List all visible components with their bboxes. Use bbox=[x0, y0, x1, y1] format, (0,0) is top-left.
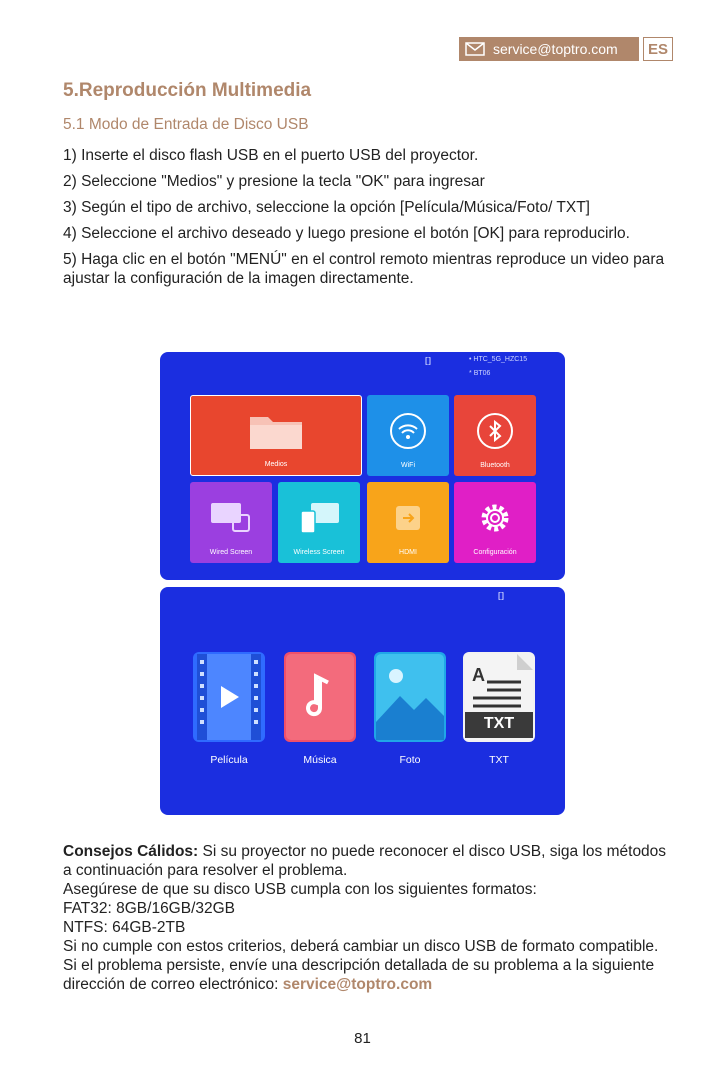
usb-status-icon bbox=[425, 357, 431, 367]
page-header bbox=[459, 37, 675, 61]
bt-status bbox=[469, 370, 490, 377]
tips-line-2: FAT32: 8GB/16GB/32GB bbox=[63, 900, 236, 917]
bt-device-name: BT06 bbox=[473, 370, 491, 377]
language-badge: ES bbox=[643, 37, 673, 61]
media-screen-image bbox=[160, 587, 565, 815]
bluetooth-icon bbox=[476, 412, 514, 450]
wired-screen-icon bbox=[209, 501, 253, 535]
tile-medios[interactable] bbox=[190, 395, 362, 476]
steps-list bbox=[63, 146, 673, 295]
tile-wired-screen[interactable] bbox=[190, 482, 272, 563]
tile-label: Configuración bbox=[473, 549, 517, 556]
home-screen-image bbox=[160, 352, 565, 580]
support-email-link[interactable]: service@toptro.com bbox=[282, 976, 433, 993]
step-1: 1) Inserte el disco flash USB en el puerto USB del proyector. bbox=[63, 147, 479, 164]
hdmi-icon bbox=[393, 503, 423, 533]
tips-intro-text: Si su proyector no puede reconocer el disco USB, siga los métodos a continuación para resolver el problema. bbox=[63, 843, 667, 879]
app-label: TXT bbox=[489, 754, 509, 766]
music-note-icon bbox=[284, 652, 356, 742]
tips-intro bbox=[63, 842, 675, 880]
page-number: 81 bbox=[354, 1030, 371, 1047]
tile-label: Wireless Screen bbox=[293, 549, 345, 556]
wifi-network-name: HTC_5G_HZC15 bbox=[473, 356, 528, 363]
section-title: 5.Reproducción Multimedia bbox=[63, 80, 312, 101]
app-label: Película bbox=[210, 754, 248, 766]
tips-line-3: NTFS: 64GB-2TB bbox=[63, 919, 186, 936]
tile-label: HDMI bbox=[399, 549, 417, 556]
tile-label: WiFi bbox=[401, 462, 415, 469]
step-4: 4) Seleccione el archivo deseado y luego presione el botón [OK] para reproducirlo. bbox=[63, 225, 630, 242]
app-label: Música bbox=[303, 754, 337, 766]
step-5: 5) Haga clic en el botón "MENÚ" en el control remoto mientras reproduce un video para ajustar la configuración de la imagen directamente. bbox=[63, 251, 665, 287]
step-2: 2) Seleccione "Medios" y presione la tecla "OK" para ingresar bbox=[63, 173, 485, 190]
app-txt[interactable] bbox=[463, 652, 535, 766]
tips-section bbox=[63, 842, 675, 994]
tile-configuracion[interactable] bbox=[454, 482, 536, 563]
app-pelicula[interactable] bbox=[193, 652, 265, 766]
txt-icon-letter: A bbox=[472, 665, 485, 685]
tile-label: Wired Screen bbox=[209, 549, 253, 556]
app-musica[interactable] bbox=[284, 652, 356, 766]
txt-icon-label: TXT bbox=[483, 715, 515, 732]
tile-label: Bluetooth bbox=[480, 462, 510, 469]
wifi-status bbox=[469, 356, 527, 363]
wifi-status-icon: • bbox=[469, 356, 472, 363]
app-foto[interactable] bbox=[374, 652, 446, 766]
tips-line-5 bbox=[63, 956, 675, 994]
tips-line-1: Asegúrese de que su disco USB cumpla con los siguientes formatos: bbox=[63, 881, 537, 898]
wireless-screen-icon bbox=[297, 501, 341, 535]
tile-wireless-screen[interactable] bbox=[278, 482, 360, 563]
tips-line-5-text: Si el problema persiste, envíe una descripción detallada de su problema a la siguiente dirección de correo electrónico: bbox=[63, 957, 655, 993]
tile-label: Medios bbox=[264, 461, 288, 468]
step-3: 3) Según el tipo de archivo, seleccione la opción [Película/Música/Foto/ TXT] bbox=[63, 199, 590, 216]
tile-bluetooth[interactable] bbox=[454, 395, 536, 476]
text-file-icon bbox=[463, 652, 535, 742]
subsection-title: 5.1 Modo de Entrada de Disco USB bbox=[63, 116, 309, 133]
photo-icon bbox=[374, 652, 446, 742]
wifi-icon bbox=[389, 412, 427, 450]
envelope-icon bbox=[465, 42, 485, 56]
gear-icon bbox=[477, 500, 513, 536]
email-badge bbox=[459, 37, 639, 61]
folder-icon bbox=[248, 411, 304, 451]
tips-line-4: Si no cumple con estos criterios, deberá cambiar un disco USB de formato compatible. bbox=[63, 938, 659, 955]
usb-status-icon bbox=[498, 592, 504, 602]
tips-heading: Consejos Cálidos: bbox=[63, 843, 199, 860]
app-label: Foto bbox=[399, 754, 421, 766]
header-email: service@toptro.com bbox=[493, 41, 618, 57]
tile-hdmi[interactable] bbox=[367, 482, 449, 563]
tile-wifi[interactable] bbox=[367, 395, 449, 476]
bluetooth-status-icon: * bbox=[469, 370, 472, 377]
film-icon bbox=[193, 652, 265, 742]
